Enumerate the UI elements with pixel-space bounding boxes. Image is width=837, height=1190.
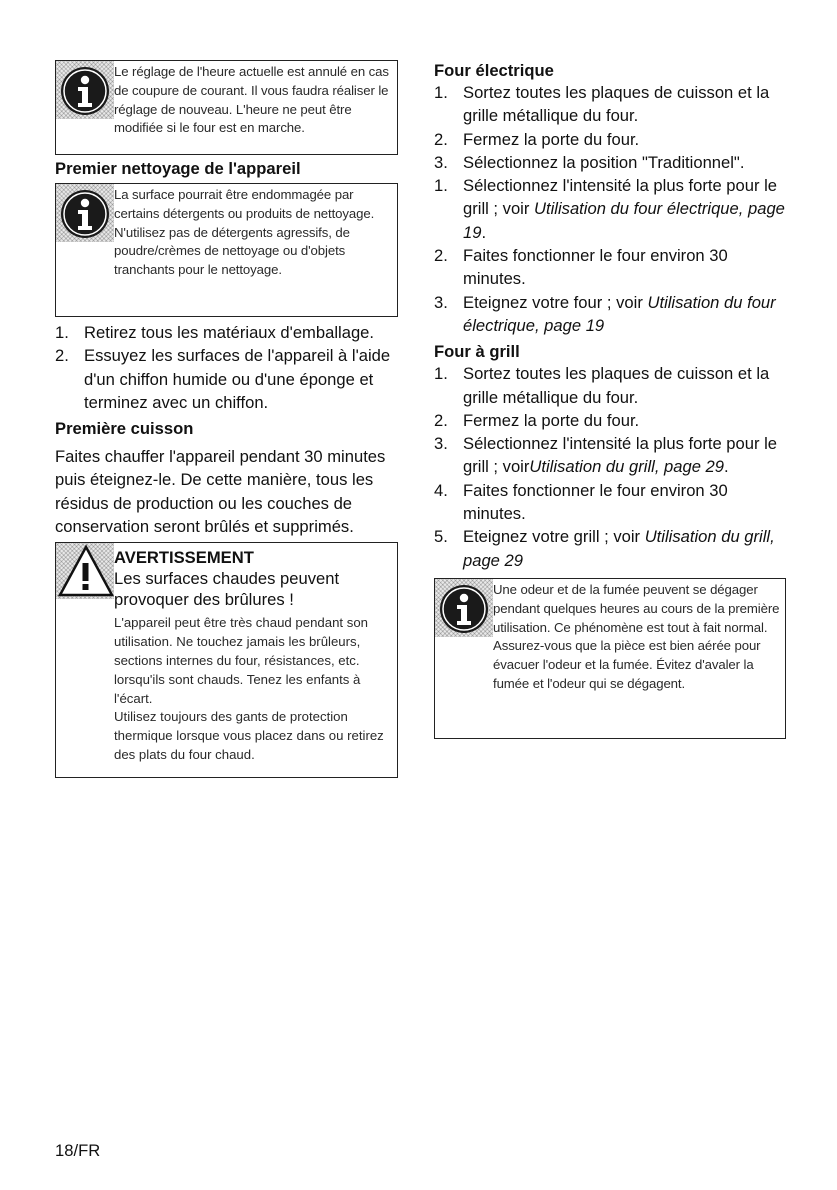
warning-body: L'appareil peut être très chaud pendant son utilisation. Ne touchez jamais les brûleurs, sections internes du four, résistances, etc. lorsqu'ils sont chauds. Tenez les enfants à l'écart. <box>114 615 368 706</box>
info-notice-clock <box>55 60 398 155</box>
list-item: 3. Eteignez votre four ; voir Utilisation du four électrique, page 19 <box>434 292 776 335</box>
list-item: 1. Sélectionnez l'intensité la plus forte pour le grill ; voir Utilisation du four électrique, page 19. <box>434 176 785 242</box>
list-item: 1. Sortez toutes les plaques de cuisson et la grille métallique du four. <box>434 83 770 126</box>
notice-text: Le réglage de l'heure actuelle est annulé en cas de coupure de courant. Il vous faudra réaliser le réglage de nouveau. L'heure ne peut être modifiée si le four est en marche. <box>114 64 389 136</box>
grill-oven-steps <box>434 362 786 572</box>
page-reference: Utilisation du four électrique, page 19 <box>463 292 776 335</box>
page-reference: Utilisation du grill, page 29 <box>529 457 725 477</box>
notice-text: La surface pourrait être endommagée par certains détergents ou produits de nettoyage. <box>114 187 375 221</box>
electric-oven-steps <box>434 81 786 337</box>
page-reference: Utilisation du grill, page 29 <box>463 527 775 570</box>
list-item: 4. Faites fonctionner le four environ 30 minutes. <box>434 480 728 524</box>
list-item: 2. Faites fonctionner le four environ 30 minutes. <box>434 246 728 289</box>
notice-text: N'utilisez pas de détergents agressifs, de poudre/crèmes de nettoyage ou d'objets tranchants pour le nettoyage. <box>114 224 350 278</box>
heading-electric-oven: Four électrique <box>434 61 554 80</box>
page-number: 18/FR <box>55 1141 101 1160</box>
warning-body: Utilisez toujours des gants de protection thermique lorsque vous placez dans ou retirez des plats du four chaud. <box>114 709 384 762</box>
info-icon <box>435 579 493 637</box>
warning-title: AVERTISSEMENT <box>114 548 254 568</box>
list-item: 2. Fermez la porte du four. <box>434 129 640 149</box>
heading-first-cook: Première cuisson <box>55 419 194 439</box>
notice-text: Une odeur et de la fumée peuvent se dégager pendant quelques heures au cours de la première utilisation. Ce phénomène est tout à fait normal. Assurez-vous que la pièce est bien aérée pour évacuer l'odeur et la fumée. Évitez d'avaler la fumée et l'odeur qui se dégagent. <box>493 581 780 691</box>
list-item: 5. Eteignez votre grill ; voir Utilisation du grill, page 29 <box>434 527 775 570</box>
list-item: 2. Essuyez les surfaces de l'appareil à l'aide d'un chiffon humide ou d'une éponge et terminez avec un chiffon. <box>55 346 391 412</box>
list-item: 1. Sortez toutes les plaques de cuisson et la grille métallique du four. <box>434 364 770 407</box>
warning-box <box>55 542 398 778</box>
list-item: 3. Sélectionnez l'intensité la plus forte pour le grill ; voirUtilisation du grill, page 29. <box>434 434 778 477</box>
list-item: 2. Fermez la porte du four. <box>434 410 640 430</box>
list-item: 3. Sélectionnez la position "Traditionnel". <box>434 152 745 172</box>
heading-first-cleaning: Premier nettoyage de l'appareil <box>55 159 301 178</box>
warning-lead: Les surfaces chaudes peuvent provoquer des brûlures ! <box>114 569 340 610</box>
left-column <box>55 60 398 778</box>
first-cook-paragraph: Faites chauffer l'appareil pendant 30 minutes puis éteignez-le. De cette manière, tous les résidus de production ou les couches de conservation seront brûlés et supprimés. <box>55 447 386 537</box>
cleaning-steps <box>55 321 398 414</box>
heading-grill-oven: Four à grill <box>434 342 520 362</box>
info-icon <box>56 61 114 119</box>
info-icon <box>56 184 114 242</box>
info-notice-detergents <box>55 183 398 317</box>
warning-triangle-icon <box>56 543 114 599</box>
info-notice-smell <box>434 578 786 739</box>
page-reference: Utilisation du four électrique, page 19 <box>463 199 785 242</box>
right-column <box>434 60 786 739</box>
list-item: 1. Retirez tous les matériaux d'emballage. <box>55 323 375 342</box>
